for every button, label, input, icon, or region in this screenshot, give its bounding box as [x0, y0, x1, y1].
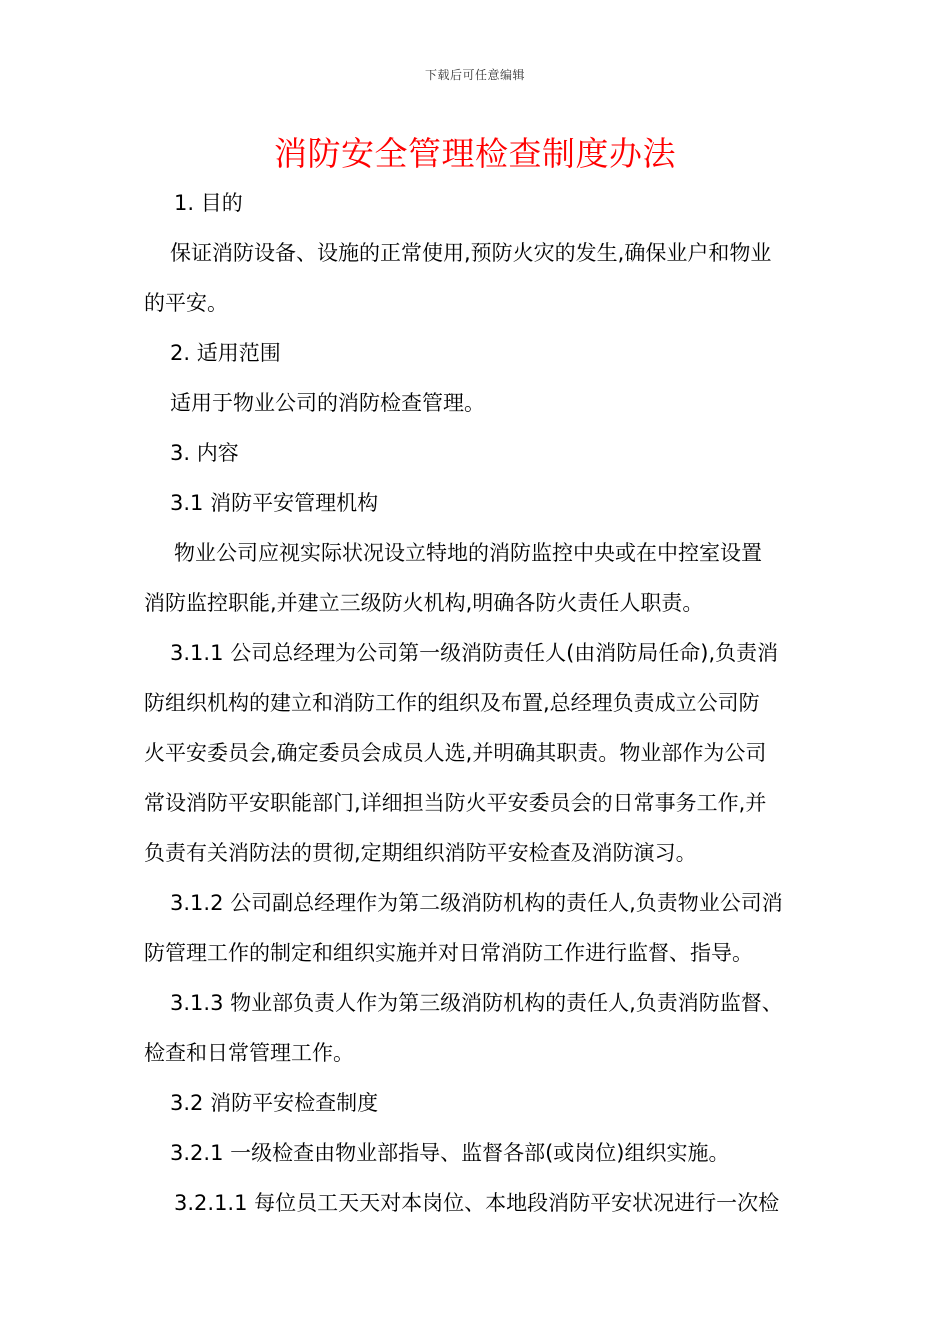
paragraph-line: 3.2.1.1 每位员工天天对本岗位、本地段消防平安状况进行一次检: [174, 1191, 780, 1215]
paragraph-line: 防管理工作的制定和组织实施并对日常消防工作进行监督、指导。: [144, 941, 753, 965]
paragraph-line: 3.1.3 物业部负责人作为第三级消防机构的责任人,负责消防监督、: [170, 991, 783, 1015]
paragraph-line: 消防监控职能,并建立三级防火机构,明确各防火责任人职责。: [144, 591, 704, 615]
paragraph-line: 3.1 消防平安管理机构: [170, 491, 379, 515]
paragraph-line: 3.2 消防平安检查制度: [170, 1091, 379, 1115]
paragraph-line: 常设消防平安职能部门,详细担当防火平安委员会的日常事务工作,并: [144, 791, 767, 815]
paragraph-line: 保证消防设备、设施的正常使用,预防火灾的发生,确保业户和物业: [170, 241, 772, 265]
paragraph-line: 物业公司应视实际状况设立特地的消防监控中央或在中控室设置: [174, 541, 762, 565]
paragraph-line: 火平安委员会,确定委员会成员人选,并明确其职责。物业部作为公司: [144, 741, 767, 765]
paragraph-line: 负责有关消防法的贯彻,定期组织消防平安检查及消防演习。: [144, 841, 697, 865]
paragraph-line: 防组织机构的建立和消防工作的组织及布置,总经理负责成立公司防: [144, 691, 760, 715]
paragraph-line: 适用于物业公司的消防检查管理。: [170, 391, 485, 415]
document-body: [144, 178, 808, 1228]
paragraph-line: 检查和日常管理工作。: [144, 1041, 354, 1065]
paragraph-line: 2. 适用范围: [170, 341, 281, 365]
paragraph-line: 3.1.2 公司副总经理作为第二级消防机构的责任人,负责物业公司消: [170, 891, 783, 915]
paragraph-line: 3. 内容: [170, 441, 239, 465]
paragraph-line: 3.1.1 公司总经理为公司第一级消防责任人(由消防局任命),负责消: [170, 641, 779, 665]
paragraph-line: 的平安。: [144, 291, 228, 315]
header-note: 下载后可任意编辑: [424, 68, 525, 82]
document-title: 消防安全管理检查制度办法: [274, 134, 676, 173]
paragraph-line: 1. 目的: [174, 191, 243, 215]
paragraph-line: 3.2.1 一级检查由物业部指导、监督各部(或岗位)组织实施。: [170, 1141, 730, 1165]
